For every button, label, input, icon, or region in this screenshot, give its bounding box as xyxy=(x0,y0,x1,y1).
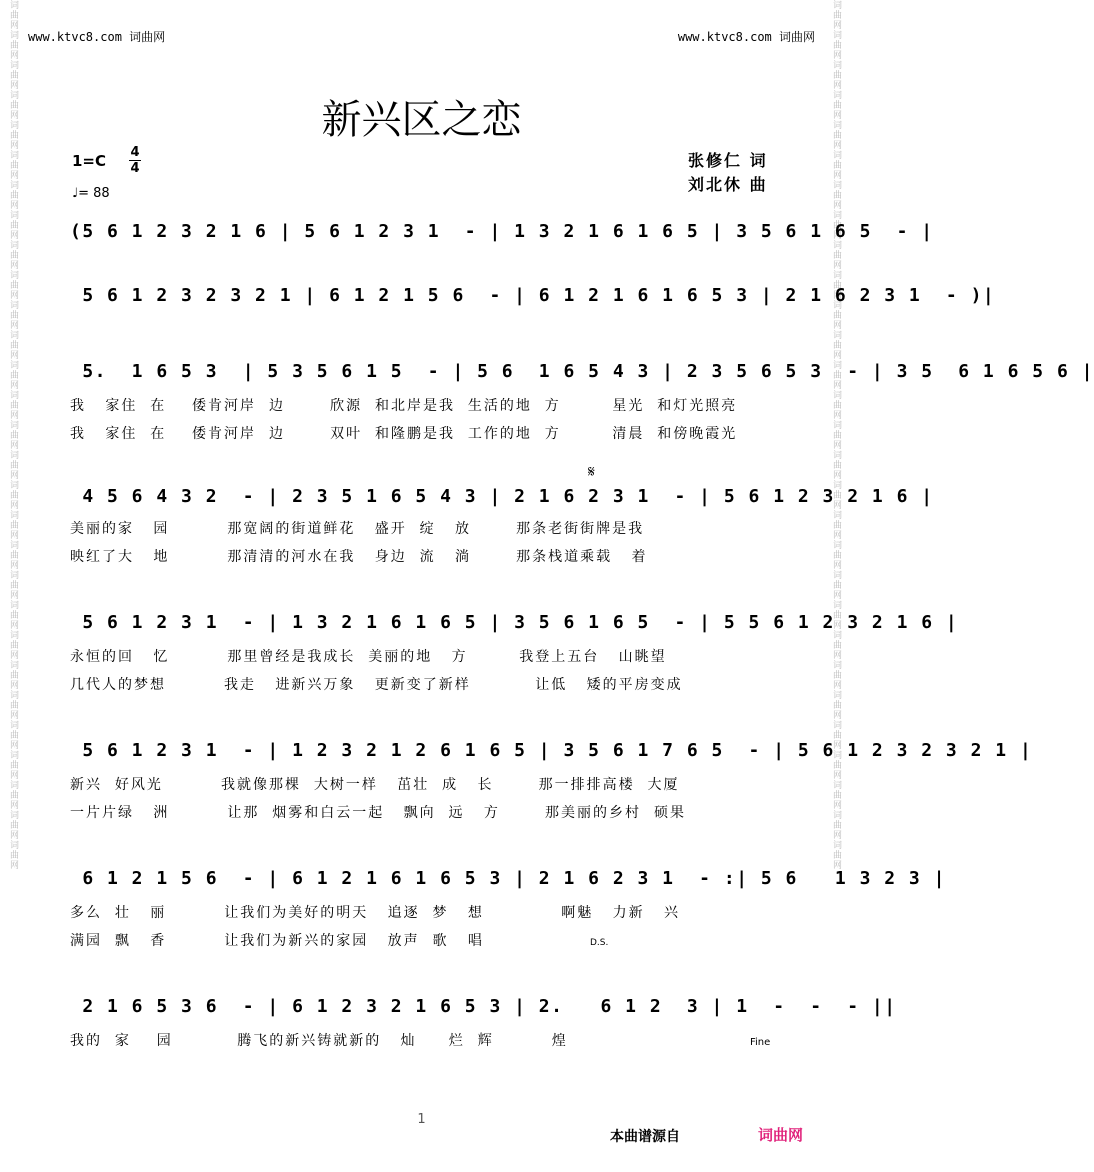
side-watermark-left: 词曲网词曲网词曲网词曲网词曲网词曲网词曲网词曲网词曲网词曲网词曲网词曲网词曲网词曲网词曲网词曲网词曲网词曲网词曲网词曲网词曲网词曲网词曲网词曲网词曲网词曲网词曲网词曲网词曲网 xyxy=(8,0,18,870)
lyric-row-6-verse-1: 新兴 好风光 我就像那棵 大树一样 茁壮 成 长 那一排排高楼 大厦 xyxy=(70,777,680,793)
notation-row-8: 2 1 6 5 3 6 - | 6 1 2 3 2 1 6 5 3 | 2. 6 1 2 3 | 1 - - - || xyxy=(70,996,897,1017)
notation-row-4: 4 5 6 4 3 2 - | 2 3 5 1 6 5 4 3 | 2 1 6 2 3 1 - | 5 6 1 2 3 2 1 6 | xyxy=(70,486,934,507)
notation-row-2: 5 6 1 2 3 2 3 2 1 | 6 1 2 1 5 6 - | 6 1 2 1 6 1 6 5 3 | 2 1 6 2 3 1 - )| xyxy=(70,285,996,306)
page-number: 1 xyxy=(417,1112,426,1127)
notation-row-5: 5 6 1 2 3 1 - | 1 3 2 1 6 1 6 5 | 3 5 6 1 6 5 - | 5 5 6 1 2 3 2 1 6 | xyxy=(70,612,959,633)
notation-row-1: (5 6 1 2 3 2 1 6 | 5 6 1 2 3 1 - | 1 3 2 1 6 1 6 5 | 3 5 6 1 6 5 - | xyxy=(70,221,934,242)
time-signature-top: 4 xyxy=(130,145,140,160)
lyric-row-4-verse-1: 美丽的家 园 那宽阔的街道鲜花 盛开 绽 放 那条老街街牌是我 xyxy=(70,521,645,537)
ds-mark: D.S. xyxy=(590,938,609,948)
lyric-row-3-verse-1: 我 家住 在 倭肯河岸 边 欣源 和北岸是我 生活的地 方 星光 和灯光照亮 xyxy=(70,398,738,414)
segno-icon: 𝄋 xyxy=(588,462,595,481)
time-signature-bottom: 4 xyxy=(130,161,140,176)
lyric-row-6-verse-2: 一片片绿 洲 让那 烟雾和白云一起 飘向 远 方 那美丽的乡村 硕果 xyxy=(70,805,686,821)
key-signature: 1=C xyxy=(72,152,107,170)
time-signature xyxy=(129,145,141,176)
side-watermark-right: 词曲网词曲网词曲网词曲网词曲网词曲网词曲网词曲网词曲网词曲网词曲网词曲网词曲网词曲网词曲网词曲网词曲网词曲网词曲网词曲网词曲网词曲网词曲网词曲网词曲网词曲网词曲网词曲网词曲网 xyxy=(831,0,841,870)
lyric-row-7-verse-1: 多么 壮 丽 让我们为美好的明天 追逐 梦 想 啊魅 力新 兴 xyxy=(70,905,681,921)
notation-row-3: 5. 1 6 5 3 | 5 3 5 6 1 5 - | 5 6 1 6 5 4 3 | 2 3 5 6 5 3 - | 3 5 6 1 6 5 6 | xyxy=(70,361,1094,382)
tempo-mark: ♩= 88 xyxy=(72,186,110,201)
lyric-row-8-verse-1: 我的 家 园 腾飞的新兴铸就新的 灿 烂 辉 煌 xyxy=(70,1033,568,1049)
source-label: 本曲谱源自 xyxy=(610,1129,680,1145)
site-url-right[interactable]: www.ktvc8.com 词曲网 xyxy=(677,30,815,44)
site-url-left[interactable]: www.ktvc8.com 词曲网 xyxy=(28,30,166,44)
song-title: 新兴区之恋 xyxy=(321,97,522,143)
lyric-row-3-verse-2: 我 家住 在 倭肯河岸 边 双叶 和隆鹏是我 工作的地 方 清晨 和傍晚霞光 xyxy=(70,426,738,442)
lyric-row-4-verse-2: 映红了大 地 那清清的河水在我 身边 流 淌 那条栈道乘载 着 xyxy=(70,549,648,565)
notation-row-6: 5 6 1 2 3 1 - | 1 2 3 2 1 2 6 1 6 5 | 3 5 6 1 7 6 5 - | 5 6 1 2 3 2 3 2 1 | xyxy=(70,740,1033,761)
notation-row-7: 6 1 2 1 5 6 - | 6 1 2 1 6 1 6 5 3 | 2 1 6 2 3 1 - :| 5 6 1 3 2 3 | xyxy=(70,868,946,889)
source-brand-link[interactable]: 词曲网 xyxy=(758,1126,804,1144)
lyricist-credit: 张修仁 词 xyxy=(688,151,768,170)
composer-credit: 刘北休 曲 xyxy=(688,175,768,194)
lyric-row-5-verse-1: 永恒的回 忆 那里曾经是我成长 美丽的地 方 我登上五台 山眺望 xyxy=(70,649,667,665)
fine-mark: Fine xyxy=(750,1037,771,1048)
lyric-row-7-verse-2: 满园 飘 香 让我们为新兴的家园 放声 歌 唱 xyxy=(70,933,484,949)
lyric-row-5-verse-2: 几代人的梦想 我走 进新兴万象 更新变了新样 让低 矮的平房变成 xyxy=(70,677,683,693)
